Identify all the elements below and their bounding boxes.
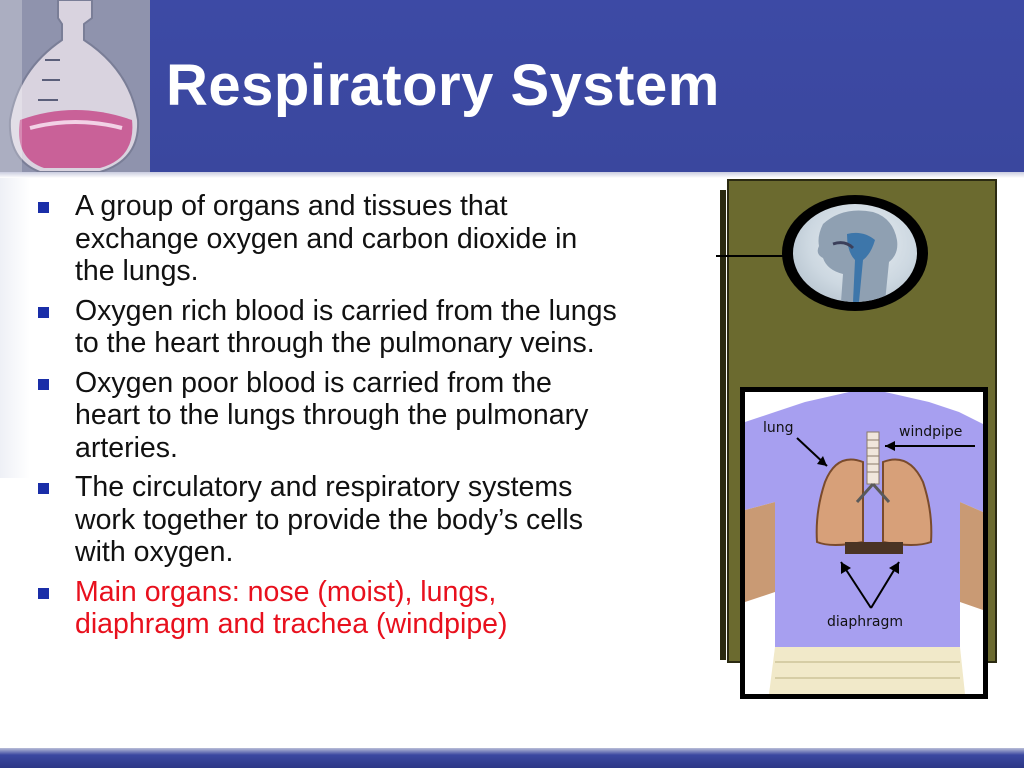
diaphragm-label: diaphragm bbox=[827, 614, 903, 630]
bullet-text: The circulatory and respiratory systems work together to provide the body’s cells with oxygen. bbox=[75, 471, 584, 568]
flask-photo bbox=[0, 0, 150, 172]
head-xray-frame bbox=[782, 195, 928, 311]
bullet-item bbox=[38, 295, 618, 360]
lungs-diagram-frame bbox=[740, 387, 988, 699]
bullet-item bbox=[38, 471, 618, 569]
slide-title: Respiratory System bbox=[166, 53, 720, 118]
bullet-item bbox=[38, 367, 618, 465]
square-bullet-icon bbox=[38, 202, 49, 213]
bullet-item-highlight bbox=[38, 576, 618, 641]
square-bullet-icon bbox=[38, 588, 49, 599]
bullet-text: Oxygen poor blood is carried from the heart to the lungs through the pulmonary arteries. bbox=[75, 366, 589, 464]
bullet-text: A group of organs and tissues that exchange oxygen and carbon dioxide in the lungs. bbox=[75, 190, 578, 287]
bullet-text: Oxygen rich blood is carried from the lungs to the heart through the pulmonary veins. bbox=[75, 294, 617, 359]
head-xray-image bbox=[793, 204, 917, 302]
watermark-strip bbox=[0, 178, 30, 478]
square-bullet-icon bbox=[38, 483, 49, 494]
bullet-item bbox=[38, 190, 618, 288]
header-divider bbox=[0, 172, 1024, 178]
lungs-diagram bbox=[745, 392, 983, 694]
square-bullet-icon bbox=[38, 307, 49, 318]
bullet-list bbox=[38, 190, 618, 648]
panel-shadow bbox=[720, 190, 726, 660]
lung-label: lung bbox=[763, 420, 794, 436]
bullet-text: Main organs: nose (moist), lungs, diaphragm and trachea (windpipe) bbox=[75, 575, 508, 640]
square-bullet-icon bbox=[38, 379, 49, 390]
footer-band bbox=[0, 748, 1024, 768]
windpipe-label: windpipe bbox=[899, 424, 963, 440]
